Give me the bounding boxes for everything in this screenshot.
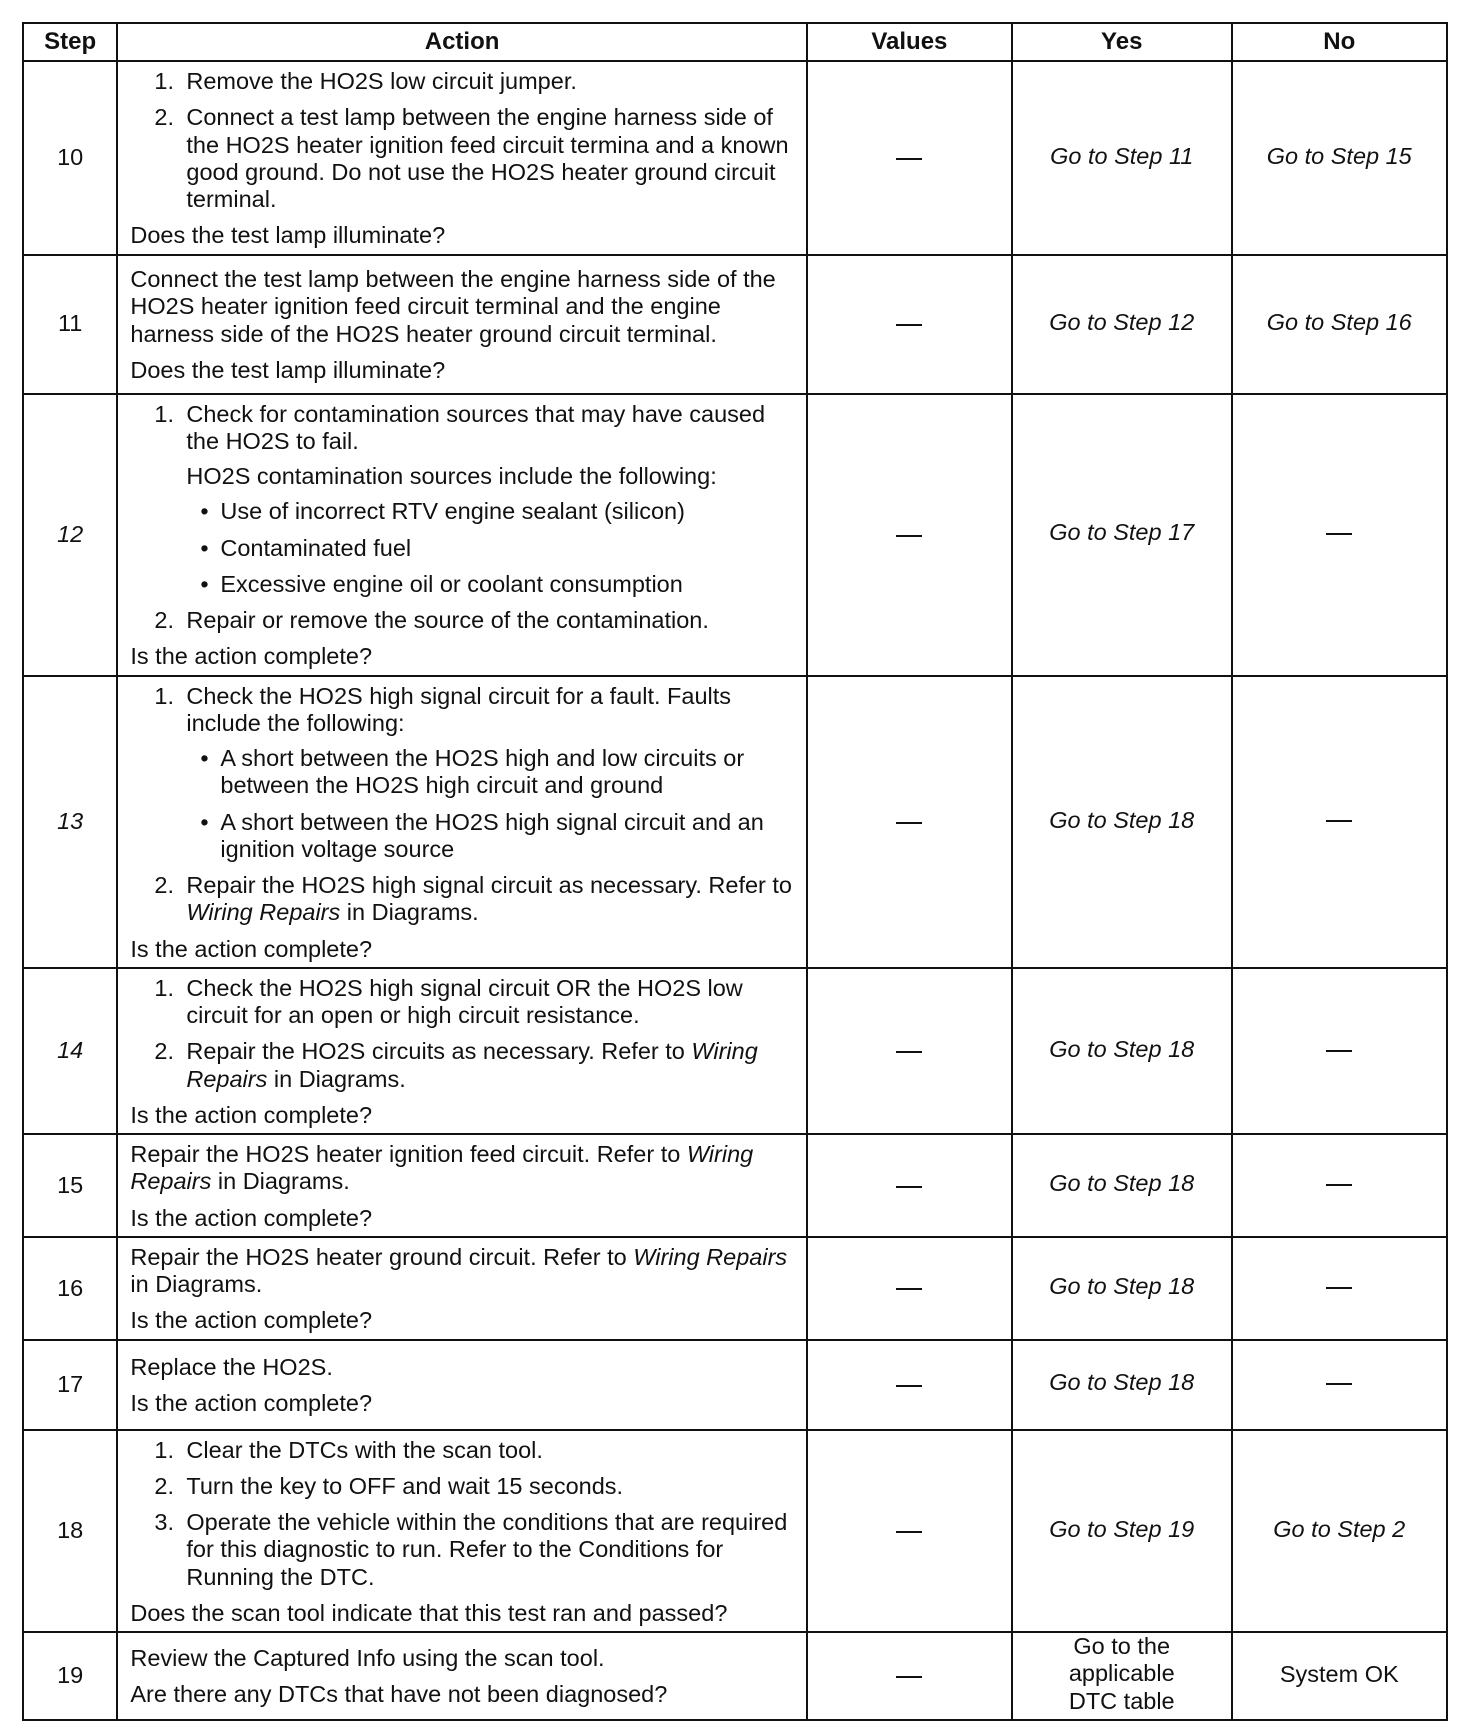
no-cell: Go to Step 2 [1232,1430,1447,1633]
yes-cell: Go to Step 17 [1012,394,1232,676]
list-item: 2. Repair the HO2S high signal circuit as necessary. Refer to Wiring Repairs in Diagrams. [154,872,792,926]
dash-mark [896,1186,922,1188]
step-number: 16 [23,1237,117,1340]
question-text: Is the action complete? [130,1101,373,1128]
table-row [23,61,1447,255]
action-cell: Repair the HO2S heater ground circuit. Refer to Wiring Repairs in Diagrams. Is the action complete? [117,1237,806,1340]
question-text: Is the action complete? [130,1204,373,1231]
step-number: 17 [23,1340,117,1430]
no-cell [1232,1237,1447,1340]
list-item: 1. Remove the HO2S low circuit jumper. [154,68,577,94]
no-cell [1232,676,1447,968]
step-number: 12 [23,394,117,676]
step-number: 14 [23,968,117,1134]
question-text: Is the action complete? [130,1390,373,1416]
step-number: 11 [23,255,117,394]
question-text: Is the action complete? [130,935,373,962]
yes-cell: Go to Step 12 [1012,255,1232,394]
table-row [23,394,1447,676]
yes-cell: Go to Step 19 [1012,1430,1232,1633]
action-cell: Replace the HO2S. Is the action complete? [117,1340,806,1430]
dash-mark [1326,1050,1352,1052]
bullet-item: • Excessive engine oil or coolant consumption [186,571,795,598]
dash-mark [896,1051,922,1053]
yes-cell: Go to the applicable DTC table [1012,1632,1232,1720]
list-item: 2. Repair or remove the source of the contamination. [154,607,709,633]
action-cell [117,968,806,1134]
no-cell: Go to Step 16 [1232,255,1447,394]
list-item: 1. Check the HO2S high signal circuit OR the HO2S low circuit for an open or high circuit resistance. [154,974,743,1028]
action-cell [117,1430,806,1633]
no-cell: System OK [1232,1632,1447,1720]
list-item: 3. Operate the vehicle within the conditions that are required for this diagnostic to run. Refer to the Conditions for Running the DTC. [154,1509,788,1590]
list-item: 1. Clear the DTCs with the scan tool. [154,1436,543,1463]
step-number: 13 [23,676,117,968]
action-cell [117,676,806,968]
no-cell: Go to Step 15 [1232,61,1447,255]
yes-cell: Go to Step 18 [1012,1340,1232,1430]
values-cell [807,1237,1012,1340]
yes-cell: Go to Step 18 [1012,968,1232,1134]
dash-mark [1326,820,1352,822]
header-action: Action [117,23,806,61]
yes-cell: Go to Step 11 [1012,61,1232,255]
values-cell [807,61,1012,255]
list-item: 2. Repair the HO2S circuits as necessary. Refer to Wiring Repairs in Diagrams. [154,1038,758,1092]
list-item: 1. Check for contamination sources that may have caused the HO2S to fail. HO2S contamination sources include the following: • Use of incorrect RTV engine sealant (silicon) • Contaminated fuel • Excessive engine oil or coolant consumption [130,401,795,599]
action-cell: Connect the test lamp between the engine harness side of the HO2S heater ignition feed circuit terminal and the engine harness side of the HO2S heater ground circuit terminal. Does the test lamp illuminate? [117,255,806,394]
values-cell [807,1134,1012,1237]
dash-mark [1326,1383,1352,1385]
step-number: 18 [23,1430,117,1633]
action-cell: Review the Captured Info using the scan tool. Are there any DTCs that have not been diagnosed? [117,1632,806,1720]
bullet-item: • Contaminated fuel [186,535,795,562]
no-cell [1232,1340,1447,1430]
table-row [23,1134,1447,1237]
dash-mark [896,158,922,160]
question-text: Does the test lamp illuminate? [130,356,446,383]
yes-cell: Go to Step 18 [1012,1237,1232,1340]
yes-cell: Go to Step 18 [1012,1134,1232,1237]
wiring-repairs-ref: Wiring Repairs [186,899,341,926]
values-cell [807,1340,1012,1430]
values-cell [807,1632,1012,1720]
dash-mark [896,535,922,537]
dash-mark [1326,1184,1352,1186]
header-step: Step [23,23,117,61]
question-text: Is the action complete? [130,1307,373,1334]
wiring-repairs-ref: Wiring Repairs [130,1141,754,1195]
table-row [23,255,1447,394]
table-row [23,1340,1447,1430]
header-no: No [1232,23,1447,61]
step-number: 19 [23,1632,117,1720]
table-row [23,1430,1447,1633]
bullet-item: • A short between the HO2S high signal circuit and an ignition voltage source [186,809,795,864]
dash-mark [896,1676,922,1678]
no-cell [1232,394,1447,676]
values-cell [807,1430,1012,1633]
bullet-item: • Use of incorrect RTV engine sealant (silicon) [186,498,795,525]
dash-mark [896,1288,922,1290]
action-cell [117,394,806,676]
question-text: Does the scan tool indicate that this test ran and passed? [130,1599,728,1626]
dash-mark [896,1385,922,1387]
table-row [23,968,1447,1134]
values-cell [807,968,1012,1134]
list-item: 2. Connect a test lamp between the engine harness side of the HO2S heater ignition feed circuit termina and a known good ground. Do not use the HO2S heater ground circuit terminal. [154,104,789,212]
header-yes: Yes [1012,23,1232,61]
action-cell [117,61,806,255]
dash-mark [1326,1287,1352,1289]
dash-mark [896,324,922,326]
list-item: 1. Check the HO2S high signal circuit for a fault. Faults include the following: • A short between the HO2S high and low circuits or between the HO2S high circuit and ground • A short between the HO2S high signal circuit and an ignition voltage source [130,683,795,864]
wiring-repairs-ref: Wiring Repairs [186,1038,758,1092]
list-item: 2. Turn the key to OFF and wait 15 seconds. [154,1472,624,1499]
action-cell: Repair the HO2S heater ignition feed circuit. Refer to Wiring Repairs in Diagrams. Is the action complete? [117,1134,806,1237]
table-row [23,1632,1447,1720]
question-text: Does the test lamp illuminate? [130,222,446,249]
header-row [23,23,1447,61]
bullet-item: • A short between the HO2S high and low circuits or between the HO2S high circuit and ground [186,745,795,800]
table-row [23,1237,1447,1340]
dash-mark [896,1531,922,1533]
step-number: 15 [23,1134,117,1237]
question-text: Are there any DTCs that have not been diagnosed? [130,1681,668,1708]
question-text: Is the action complete? [130,643,373,670]
yes-cell: Go to Step 18 [1012,676,1232,968]
dash-mark [1326,533,1352,535]
values-cell [807,255,1012,394]
dash-mark [896,822,922,824]
values-cell [807,394,1012,676]
no-cell [1232,968,1447,1134]
step-number: 10 [23,61,117,255]
no-cell [1232,1134,1447,1237]
table-row [23,676,1447,968]
diagnostic-table [22,22,1448,1721]
header-values: Values [807,23,1012,61]
wiring-repairs-ref: Wiring Repairs [633,1243,788,1270]
values-cell [807,676,1012,968]
